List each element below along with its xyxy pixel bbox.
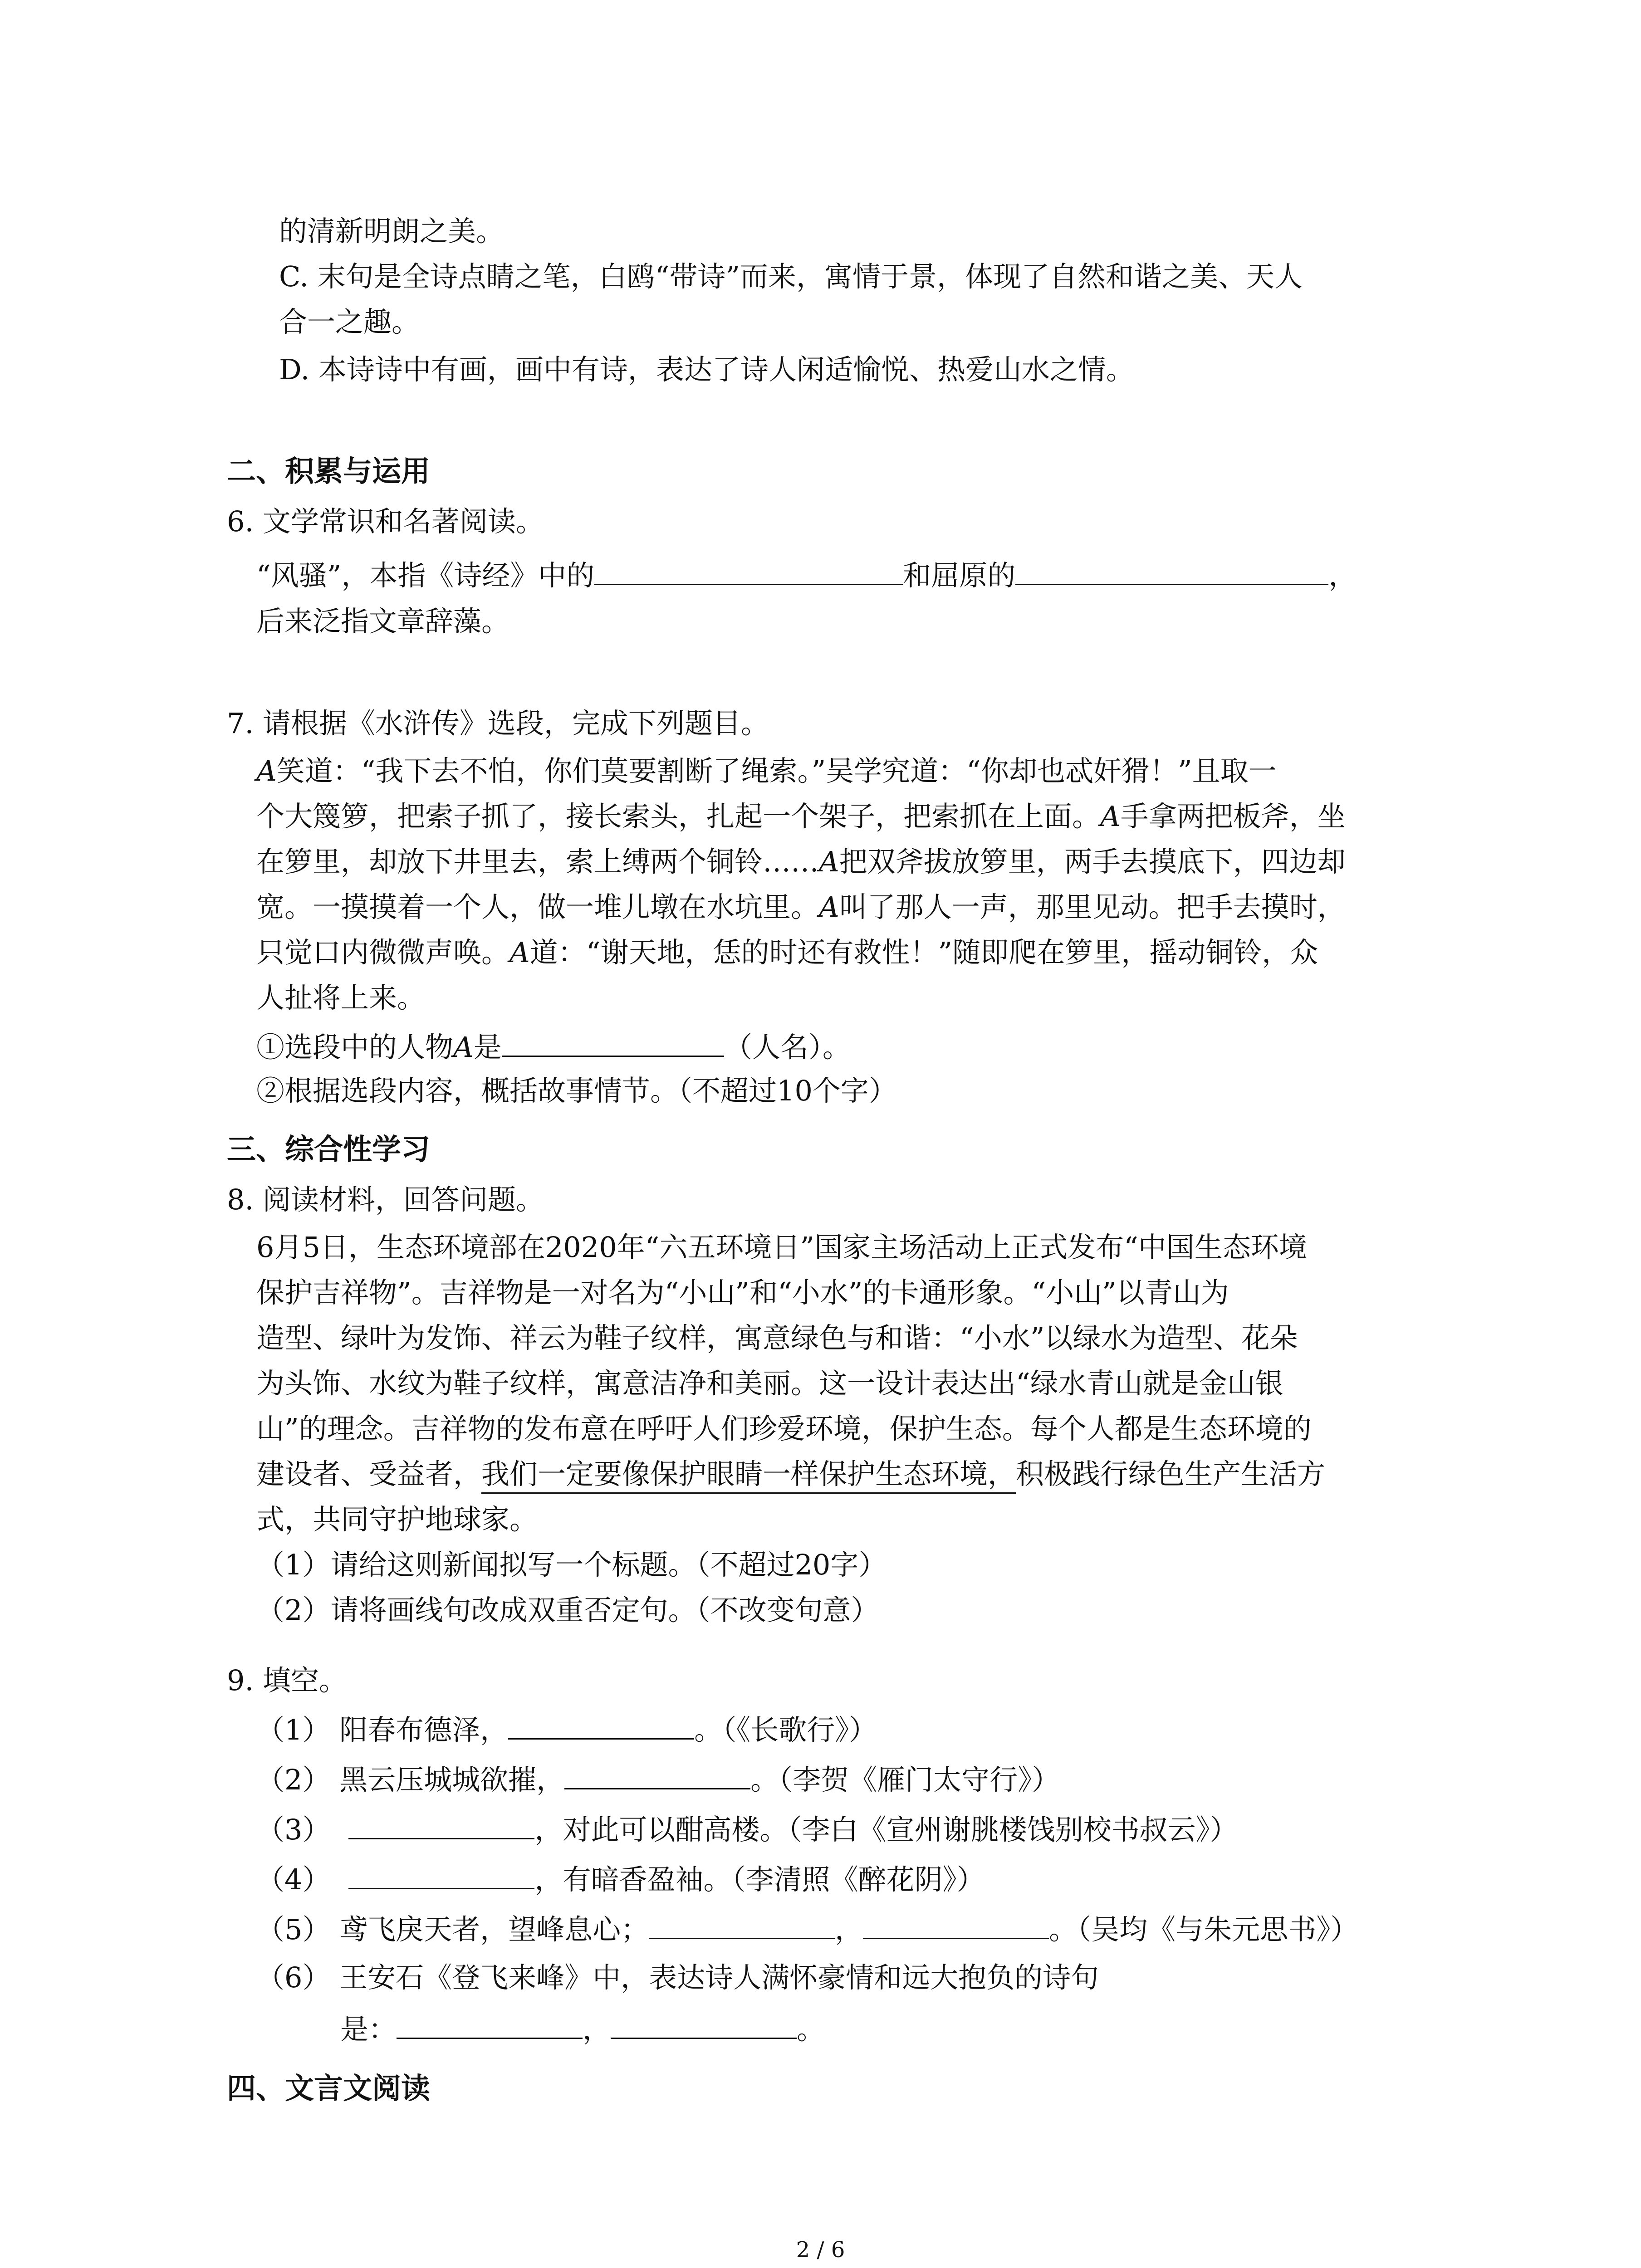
q7-passage-line-6: 人扯将上来。 [256, 981, 426, 1014]
q5-option-c-continuation: 合一之趣。 [279, 305, 420, 338]
q9-blank-1[interactable] [508, 1710, 694, 1740]
q8-passage-line-5: 山”的理念。吉祥物的发布意在呼吁人们珍爱环境，保护生态。每个人都是生态环境的 [256, 1412, 1312, 1445]
q9-sub-1-source: 。（《长歌行》） [694, 1713, 877, 1746]
q8-passage-line-6 [256, 1456, 1325, 1492]
q9-sub-6-answer [340, 2009, 825, 2046]
q8-sub-2: （2）请将画线句改成双重否定句。（不改变句意） [256, 1593, 879, 1627]
q7-char-a: A [509, 936, 530, 969]
q7-answer-blank[interactable] [502, 1027, 724, 1057]
q9-sub-6: （6） 王安石《登飞来峰》中，表达诗人满怀豪情和远大抱负的诗句 [256, 1961, 1099, 1994]
q9-sub-5-comma: ， [835, 1913, 863, 1946]
q7-passage-text: 在箩里，却放下井里去，索上缚两个铜铃…… [256, 845, 819, 878]
q8-sub-1: （1）请给这则新闻拟写一个标题。（不超过20字） [256, 1548, 887, 1581]
q7-sub-1-text: ①选段中的人物 [256, 1031, 454, 1064]
q9-sub-6-comma: ， [583, 2013, 611, 2046]
q7-passage-line-2 [256, 798, 1346, 835]
q9-sub-4-label: （4） [256, 1863, 331, 1896]
q9-title: 9. 填空。 [227, 1664, 347, 1697]
q8-title: 8. 阅读材料，回答问题。 [227, 1183, 544, 1216]
q8-passage-line-4: 为头饰、水纹为鞋子纹样，寓意洁净和美丽。这一设计表达出“绿水青山就是金山银 [256, 1367, 1283, 1400]
q9-sub-4-source: ，有暗香盈袖。（李清照《醉花阴》） [534, 1863, 985, 1896]
section-4-heading: 四、文言文阅读 [227, 2072, 430, 2106]
page-number: 2 / 6 [796, 2237, 845, 2263]
q6-line-1 [256, 556, 1357, 592]
q8-passage-text: 建设者、受益者， [256, 1457, 482, 1491]
q9-blank-4[interactable] [348, 1860, 534, 1889]
q6-blank-1[interactable] [594, 556, 903, 585]
q8-passage-text: 积极践行绿色生产生活方 [1016, 1457, 1326, 1491]
q9-sub-5-text: （5） 鸢飞戾天者，望峰息心； [256, 1913, 649, 1946]
q7-passage-text: 个大篾箩，把索子抓了，接长索头，扎起一个架子，把索抓在上面。 [256, 800, 1101, 833]
q7-passage-text: 宽。一摸摸着一个人，做一堆儿墩在水坑里。 [256, 890, 819, 924]
q9-blank-6[interactable] [863, 1910, 1049, 1939]
q8-passage-line-7: 式，共同守护地球家。 [256, 1503, 538, 1536]
q7-passage-text: 只觉口内微微声唤。 [256, 936, 510, 969]
q9-sub-6-prefix: 是： [340, 2013, 397, 2046]
q9-sub-3 [256, 1810, 1238, 1846]
q5-option-b-continuation: 的清新明朗之美。 [279, 215, 505, 248]
q7-passage-line-1 [256, 753, 1277, 789]
q9-blank-8[interactable] [611, 2009, 797, 2039]
q6-text-a: “风骚”，本指《诗经》中的 [256, 559, 595, 592]
q7-passage-text: 道：“谢天地，恁的时还有救性！”随即爬在箩里，摇动铜铃，众 [529, 936, 1318, 969]
q7-passage-text: 叫了那人一声，那里见动。把手去摸时， [839, 890, 1346, 924]
q9-sub-5-source: 。（吴均《与朱元思书》） [1049, 1913, 1359, 1946]
q9-sub-4 [256, 1860, 985, 1896]
q8-passage-line-1: 6月5日，生态环境部在2020年“六五环境日”国家主场活动上正式发布“中国生态环境 [256, 1231, 1307, 1264]
q6-blank-2[interactable] [1015, 556, 1328, 585]
section-3-heading: 三、综合性学习 [227, 1133, 430, 1167]
q7-title: 7. 请根据《水浒传》选段，完成下列题目。 [227, 707, 769, 740]
q7-passage-line-4 [256, 889, 1346, 925]
q6-title: 6. 文学常识和名著阅读。 [227, 505, 544, 538]
q5-option-c: C. 末句是全诗点睛之笔，白鸥“带诗”而来，寓情于景，体现了自然和谐之美、天人 [279, 260, 1303, 293]
q9-sub-2 [256, 1760, 1060, 1796]
q6-text-b: 和屈原的 [903, 559, 1016, 592]
q9-blank-5[interactable] [649, 1910, 835, 1939]
q7-sub-2: ②根据选段内容，概括故事情节。（不超过10个字） [256, 1074, 897, 1107]
q7-char-a: A [1100, 800, 1121, 833]
q9-sub-2-text: （2） 黑云压城城欲摧， [256, 1763, 565, 1796]
q7-char-a: A [819, 890, 839, 924]
q7-sub-1 [256, 1027, 851, 1064]
q8-passage-line-2: 保护吉祥物”。吉祥物是一对名为“小山”和“小水”的卡通形象。“小山”以青山为 [256, 1276, 1229, 1309]
q7-passage-text: 手拿两把板斧，坐 [1120, 800, 1346, 833]
q7-char-a: A [453, 1031, 474, 1064]
q8-underlined-sentence: 我们一定要像保护眼睛一样保护生态环境， [481, 1457, 1016, 1494]
q9-blank-2[interactable] [564, 1760, 750, 1789]
q7-passage-text: 把双斧拔放箩里，两手去摸底下，四边却 [839, 845, 1346, 878]
q7-passage-line-3 [256, 844, 1346, 880]
q7-passage-line-5 [256, 934, 1318, 971]
q7-sub-1-suffix: （人名）。 [724, 1031, 851, 1064]
q9-blank-3[interactable] [348, 1810, 534, 1839]
q9-sub-1 [256, 1710, 877, 1746]
q7-passage-text: 笑道：“我下去不怕，你们莫要割断了绳索。”吴学究道：“你却也忒奸猾！”且取一 [276, 754, 1277, 787]
section-2-heading: 二、积累与运用 [227, 455, 430, 489]
q7-char-a: A [819, 845, 839, 878]
q9-sub-6-end: 。 [797, 2013, 825, 2046]
q8-passage-line-3: 造型、绿叶为发饰、祥云为鞋子纹样，寓意绿色与和谐：“小水”以绿水为造型、花朵 [256, 1321, 1298, 1354]
q9-sub-1-text: （1） 阳春布德泽， [256, 1713, 509, 1746]
q9-sub-3-label: （3） [256, 1813, 331, 1846]
q9-sub-2-source: 。（李贺《雁门太守行》） [750, 1763, 1060, 1796]
q9-blank-7[interactable] [397, 2009, 583, 2039]
q5-option-d: D. 本诗诗中有画，画中有诗，表达了诗人闲适愉悦、热爱山水之情。 [279, 353, 1134, 386]
q6-text-c: ， [1328, 559, 1357, 592]
q7-sub-1-text: 是 [473, 1031, 502, 1064]
q9-sub-3-source: ，对此可以酣高楼。（李白《宣州谢朓楼饯别校书叔云》） [534, 1813, 1238, 1846]
q7-char-a: A [256, 754, 277, 787]
q6-line-2: 后来泛指文章辞藻。 [256, 605, 510, 638]
q9-sub-5 [256, 1910, 1358, 1946]
